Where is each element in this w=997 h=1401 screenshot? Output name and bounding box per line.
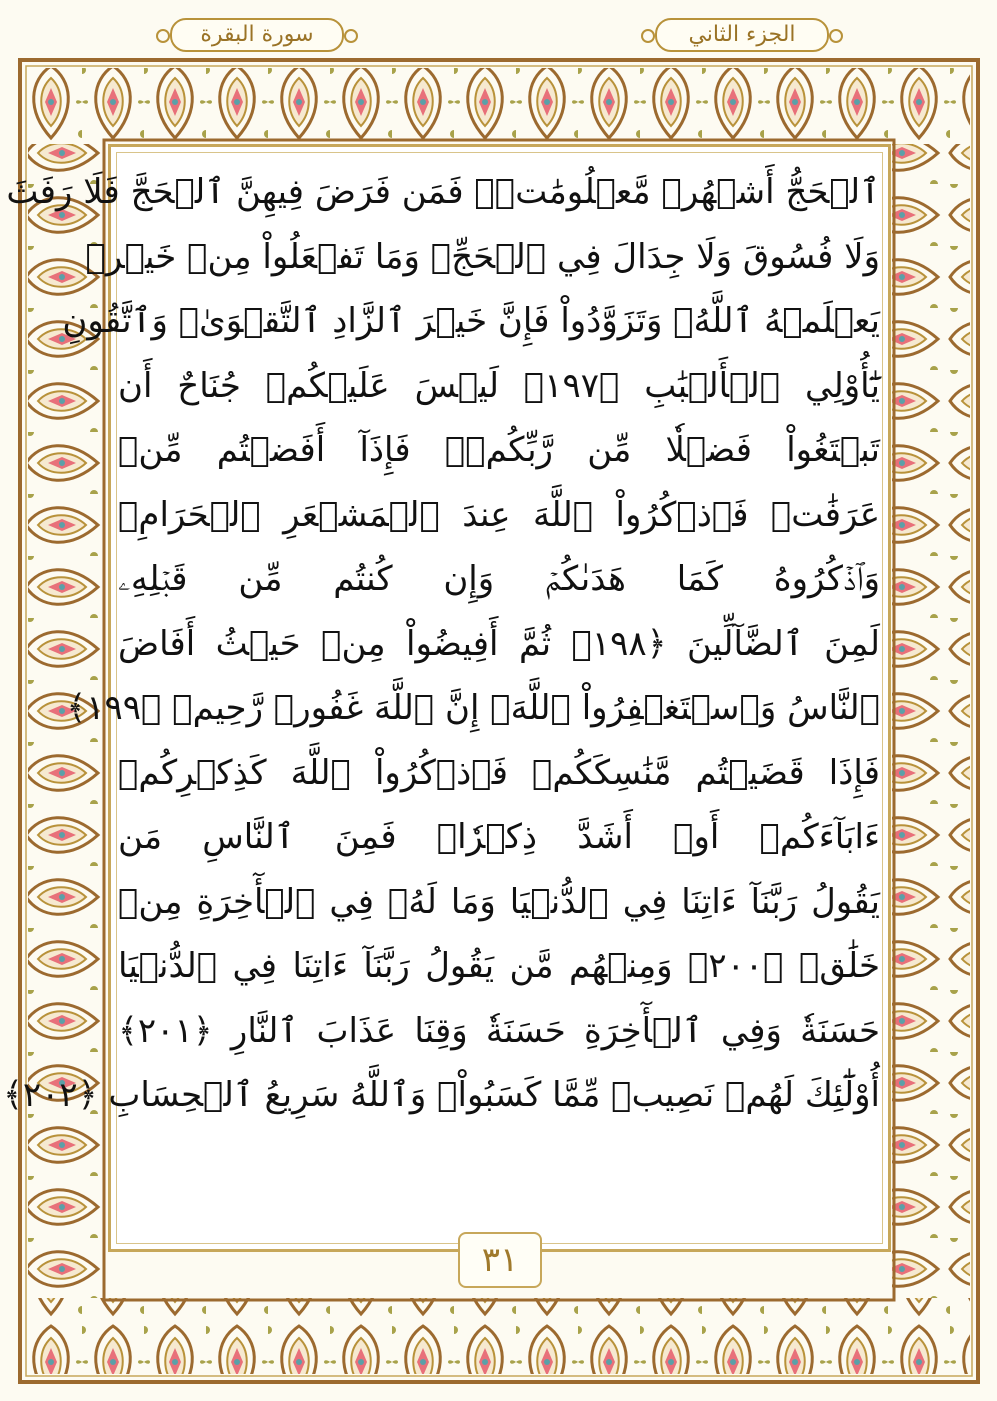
verse-line-15: أُوْلَٰٓئِكَ لَهُمۡ نَصِيبٞ مِّمَّا كَسَبُواْۚ وَٱللَّهُ سَرِيعُ ٱلۡحِسَابِ ﴿٢٠٢﴾ [2, 1075, 880, 1115]
verse-line-11: ءَابَآءَكُمۡ أَوۡ أَشَدَّ ذِكۡرٗاۗ فَمِنَ ٱلنَّاسِ مَن [118, 817, 880, 857]
verse-line-6: عَرَفَٰتٖ فَٱذۡكُرُواْ ٱللَّهَ عِندَ ٱلۡمَشۡعَرِ ٱلۡحَرَامِۖ [118, 494, 880, 535]
verse-line-12: يَقُولُ رَبَّنَآ ءَاتِنَا فِي ٱلدُّنۡيَا وَمَا لَهُۥ فِي ٱلۡأٓخِرَةِ مِنۡ [118, 881, 880, 922]
verse-line-10: فَإِذَا قَضَيۡتُم مَّنَٰسِكَكُمۡ فَٱذۡكُرُواْ ٱللَّهَ كَذِكۡرِكُمۡ [118, 752, 880, 793]
page-number: ٣١ [458, 1232, 542, 1288]
verse-line-14: حَسَنَةٗ وَفِي ٱلۡأٓخِرَةِ حَسَنَةٗ وَقِنَا عَذَابَ ٱلنَّارِ ﴿٢٠١﴾ [118, 1010, 880, 1051]
verse-line-7: وَٱذۡكُرُوهُ كَمَا هَدَىٰكُمۡ وَإِن كُنتُم مِّن قَبۡلِهِۦ [118, 559, 880, 599]
page-header [0, 10, 997, 50]
verse-line-5: تَبۡتَغُواْ فَضۡلٗا مِّن رَّبِّكُمۡۚ فَإِذَآ أَفَضۡتُم مِّنۡ [118, 430, 880, 470]
verse-line-2: وَلَا فُسُوقَ وَلَا جِدَالَ فِي ٱلۡحَجِّۗ وَمَا تَفۡعَلُواْ مِنۡ خَيۡرٖ [85, 236, 880, 277]
surah-name-label: سورة البقرة [170, 18, 344, 52]
verse-line-13: خَلَٰقٖ ﴿٢٠٠﴾ وَمِنۡهُم مَّن يَقُولُ رَبَّنَآ ءَاتِنَا فِي ٱلدُّنۡيَا [118, 946, 880, 986]
verse-lines [2, 160, 880, 1128]
juz-name-label: الجزء الثاني [655, 18, 829, 52]
verse-line-1: ٱلۡحَجُّ أَشۡهُرٞ مَّعۡلُومَٰتٞۚ فَمَن فَرَضَ فِيهِنَّ ٱلۡحَجَّ فَلَا رَفَثَ [6, 172, 880, 212]
verse-line-4: يَٰٓأُوْلِي ٱلۡأَلۡبَٰبِ ﴿١٩٧﴾ لَيۡسَ عَلَيۡكُمۡ جُنَاحٌ أَن [118, 365, 880, 406]
verse-line-9: ٱلنَّاسُ وَٱسۡتَغۡفِرُواْ ٱللَّهَۚ إِنَّ ٱللَّهَ غَفُورٞ رَّحِيمٞ ﴿١٩٩﴾ [66, 688, 880, 728]
verse-line-8: لَمِنَ ٱلضَّآلِّينَ ﴿١٩٨﴾ ثُمَّ أَفِيضُواْ مِنۡ حَيۡثُ أَفَاضَ [118, 623, 880, 664]
verse-line-3: يَعۡلَمۡهُ ٱللَّهُۗ وَتَزَوَّدُواْ فَإِنَّ خَيۡرَ ٱلزَّادِ ٱلتَّقۡوَىٰۖ وَٱتَّقُونِ [62, 301, 880, 341]
